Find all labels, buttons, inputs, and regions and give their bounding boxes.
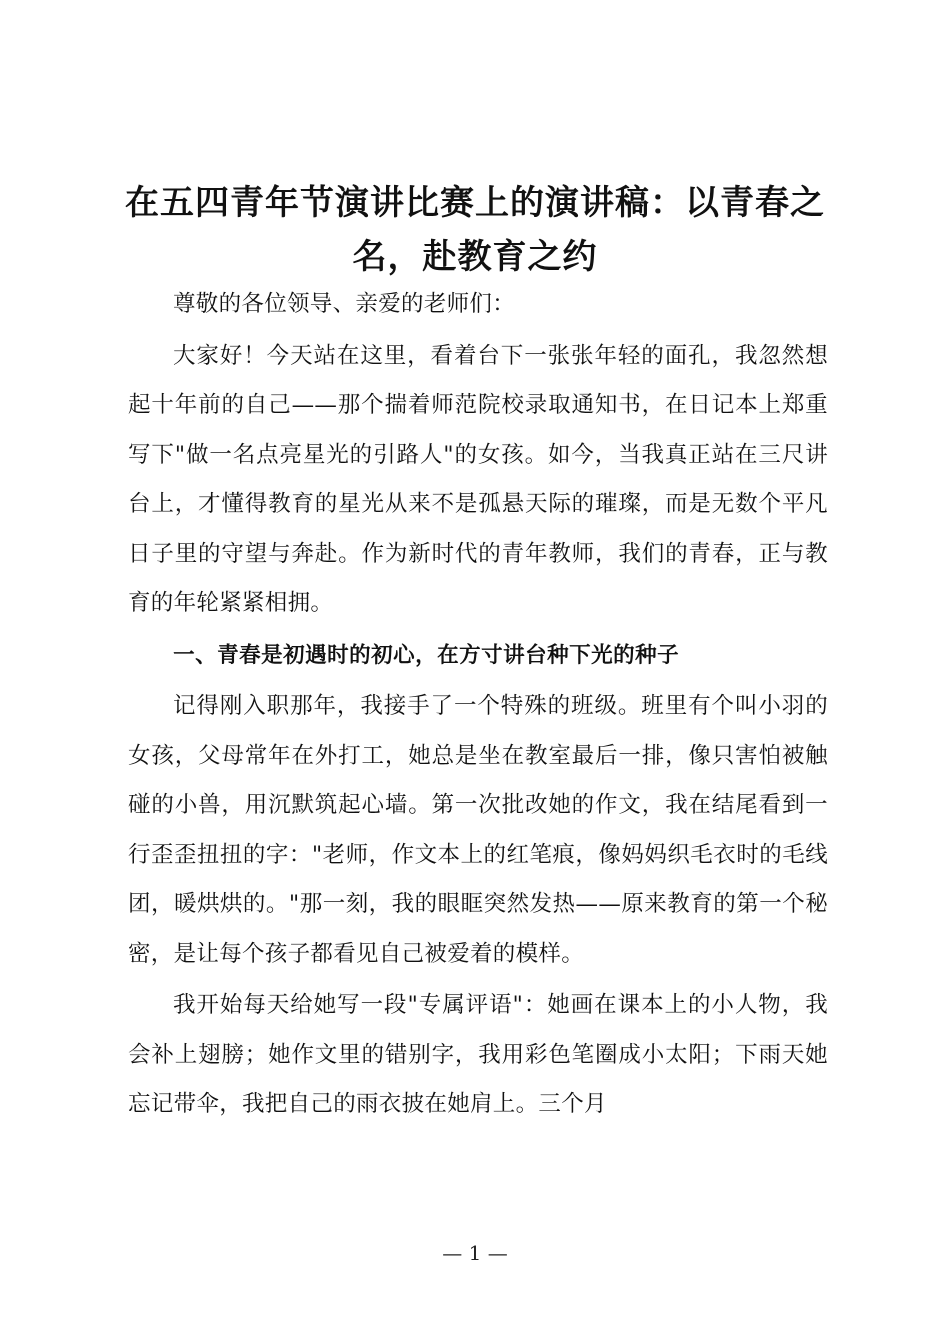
- document-title: 在五四青年节演讲比赛上的演讲稿：以青春之名，赴教育之约: [125, 183, 825, 277]
- section-heading: 一、青春是初遇时的初心，在方寸讲台种下光的种子: [173, 642, 680, 668]
- salutation: 尊敬的各位领导、亲爱的老师们：: [173, 291, 516, 317]
- document-body: [128, 280, 828, 1132]
- paragraph-story: 记得刚入职那年，我接手了一个特殊的班级。班里有个叫小羽的女孩，父母常年在外打工，她总是坐在教室最后一排，像只害怕被触碰的小兽，用沉默筑起心墙。第一次批改她的作文，我在结尾看到一行歪歪扭扭的字："老师，作文本上的红笔痕，像妈妈织毛衣时的毛线团，暖烘烘的。"那一刻，我的眼眶突然发热——原来教育的第一个秘密，是让每个孩子都看见自己被爱着的模样。: [128, 693, 828, 967]
- paragraph-continued: 我开始每天给她写一段"专属评语"：她画在课本上的小人物，我会补上翅膀；她作文里的错别字，我用彩色笔圈成小太阳；下雨天她忘记带伞，我把自己的雨衣披在她肩上。三个月: [128, 992, 828, 1117]
- page-number: — 1 —: [442, 1241, 508, 1265]
- paragraph-intro: 大家好！今天站在这里，看着台下一张张年轻的面孔，我忽然想起十年前的自己——那个揣着师范院校录取通知书，在日记本上郑重写下"做一名点亮星光的引路人"的女孩。如今，当我真正站在三尺讲台上，才懂得教育的星光从来不是孤悬天际的璀璨，而是无数个平凡日子里的守望与奔赴。作为新时代的青年教师，我们的青春，正与教育的年轮紧紧相拥。: [128, 342, 828, 616]
